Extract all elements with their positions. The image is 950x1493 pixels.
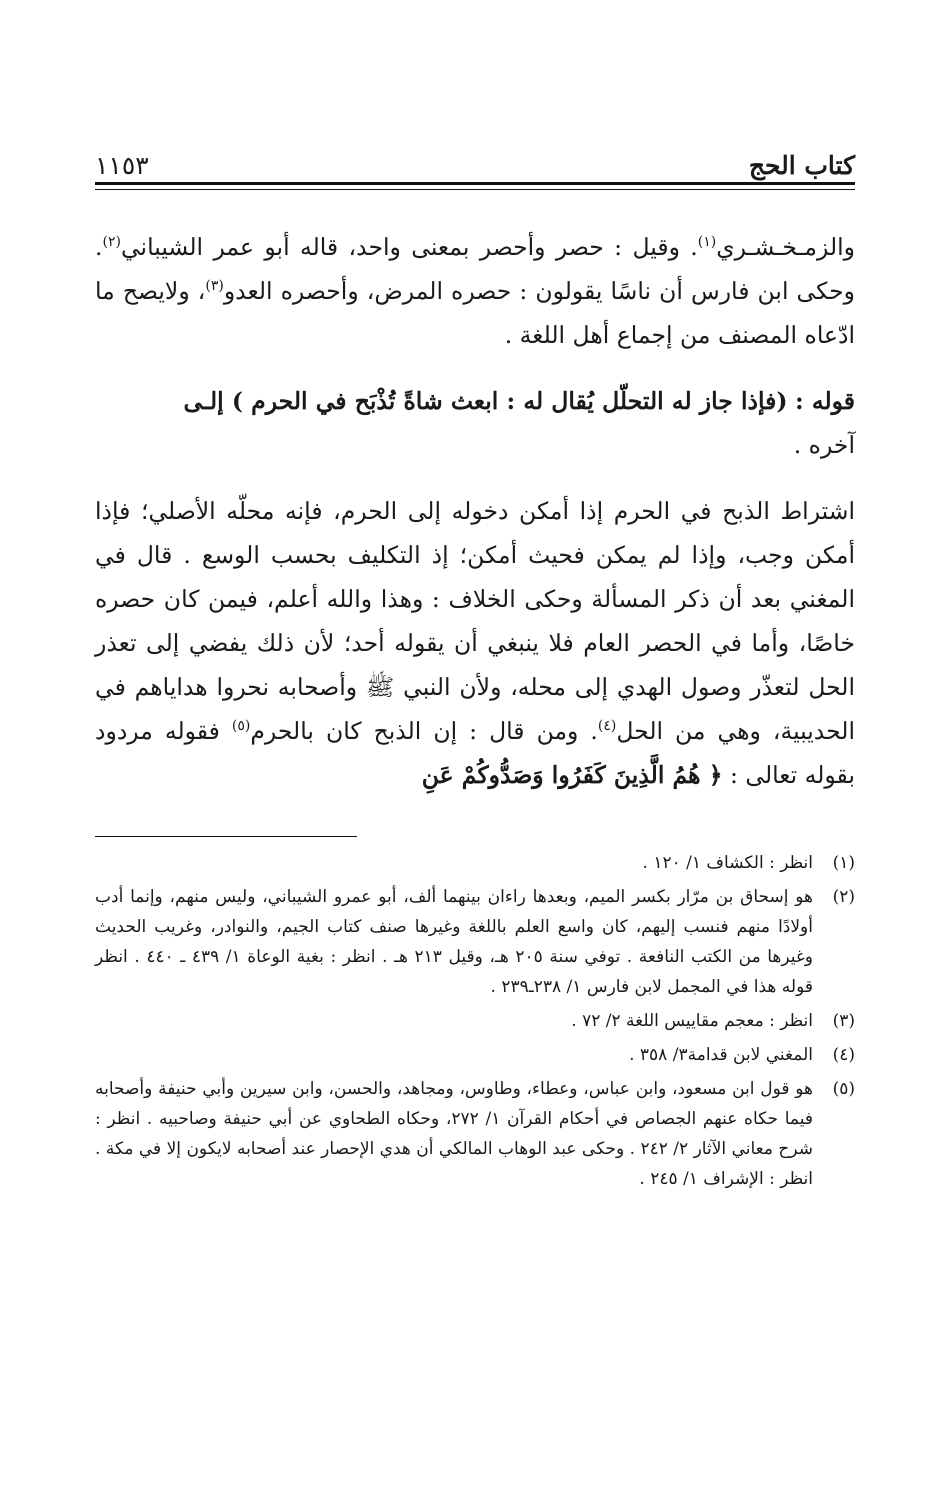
quote-end: آخره . <box>793 431 855 459</box>
footnote-4 <box>95 1040 855 1070</box>
footnote-marker-1: (١) <box>697 234 717 251</box>
text-run: ، ولايصح ما ادّعاه المصنف من إجماع أهل اللغة . <box>95 277 855 349</box>
text-run: . ومن قال : إن الذبح كان بالحرم <box>250 717 598 745</box>
footnote-text: انظر : الكشاف ١/ ١٢٠ . <box>642 853 813 873</box>
quoted-text: (فإذا جاز له التحلّل يُقال له : ابعث شاةً تُذْبَح في الحرم ) إلـى <box>183 387 788 415</box>
footnote-text: المغني لابن قدامة٣/ ٣٥٨ . <box>629 1045 813 1065</box>
footnote-marker-2: (٢) <box>102 234 121 251</box>
footnote-2 <box>95 882 855 1002</box>
page-header <box>95 140 855 180</box>
footnote-text: هو قول ابن مسعود، وابن عباس، وعطاء، وطاوس، ومجاهد، والحسن، وابن سيرين وأبي حنيفة وأصحابه فيما حكاه عنهم الجصاص في أحكام القرآن ١/ ٢٧٢، وحكاه الطحاوي عن أبي حنيفة وصاحبيه . انظر : شرح معاني الآثار ٢/ ٢٤٢ . وحكى عبد الوهاب المالكي أن هدي الإحصار عند أصحابه لايكون إلا في مكة . انظر : الإشراف ١/ ٢٤٥ . <box>95 1079 814 1189</box>
paragraph-2 <box>95 379 855 467</box>
footnote-number: (٥) <box>832 1079 855 1099</box>
footnote-number: (٣) <box>832 1011 855 1031</box>
text-run: فقوله مردود بقوله تعالى : <box>95 717 855 789</box>
text-run: . وقيل : حصر وأحصر بمعنى واحد، قاله أبو عمر الشيباني <box>120 233 698 261</box>
footnote-5 <box>95 1074 855 1194</box>
footnote-1 <box>95 848 855 878</box>
paragraph-1 <box>95 225 855 357</box>
footnote-separator <box>95 836 357 837</box>
quran-verse: ﴿ هُمُ الَّذِينَ كَفَرُوا وَصَدُّوكُمْ عَنِ <box>421 761 723 789</box>
footnote-3 <box>95 1006 855 1036</box>
footnote-text: انظر : معجم مقاييس اللغة ٢/ ٧٢ . <box>571 1011 813 1031</box>
footnote-marker-5: (٥) <box>231 718 251 735</box>
footnote-marker-4: (٤) <box>597 718 617 735</box>
footnotes <box>95 848 855 1198</box>
main-text <box>95 225 855 797</box>
header-rule-thick <box>95 182 855 185</box>
header-rule-thin <box>95 189 855 190</box>
page-number: ١١٥٣ <box>95 151 149 180</box>
footnote-text: هو إسحاق بن مرّار بكسر الميم، وبعدها راءان بينهما ألف، أبو عمرو الشيباني، وليس منهم، وإنما أدب أولادًا منهم فنسب إليهم، كان واسع العلم باللغة وغيرها صنف كتاب الجيم، والنوادر، وغريب الحديث وغيرها من الكتب النافعة . توفي سنة ٢٠٥ هـ، وقيل ٢١٣ هـ . انظر : بغية الوعاة ١/ ٤٣٩ ـ ٤٤٠ . انظر قوله هذا في المجمل لابن فارس ١/ ٢٣٨ـ٢٣٩ . <box>95 887 813 997</box>
footnote-number: (٢) <box>832 887 855 907</box>
text-run: . وحكى ابن فارس أن ناسًا يقولون : حصره المرض، وأحصره العدو <box>95 233 855 305</box>
running-title: كتاب الحج <box>748 151 855 180</box>
text-run: اشتراط الذبح في الحرم إذا أمكن دخوله إلى الحرم، فإنه محلّه الأصلي؛ فإذا أمكن وجب، وإذا لم يمكن فحيث أمكن؛ إذ التكليف بحسب الوسع . قال في المغني بعد أن ذكر المسألة وحكى الخلاف : وهذا والله أعلم، فيمن كان حصره خاصًا، وأما في الحصر العام فلا ينبغي أن يقوله أحد؛ لأن ذلك يفضي إلى تعذر الحل لتعذّر وصول الهدي إلى محله، ولأن النبي ﷺ وأصحابه نحروا هداياهم في الحديبية، وهي من الحل <box>95 497 855 745</box>
footnote-marker-3: (٣) <box>205 278 224 295</box>
text-run: والزمـخـشـري <box>716 233 855 261</box>
footnote-number: (٤) <box>832 1045 855 1065</box>
quote-label: قوله : <box>795 387 855 415</box>
paragraph-3 <box>95 489 855 797</box>
footnote-number: (١) <box>832 853 855 873</box>
